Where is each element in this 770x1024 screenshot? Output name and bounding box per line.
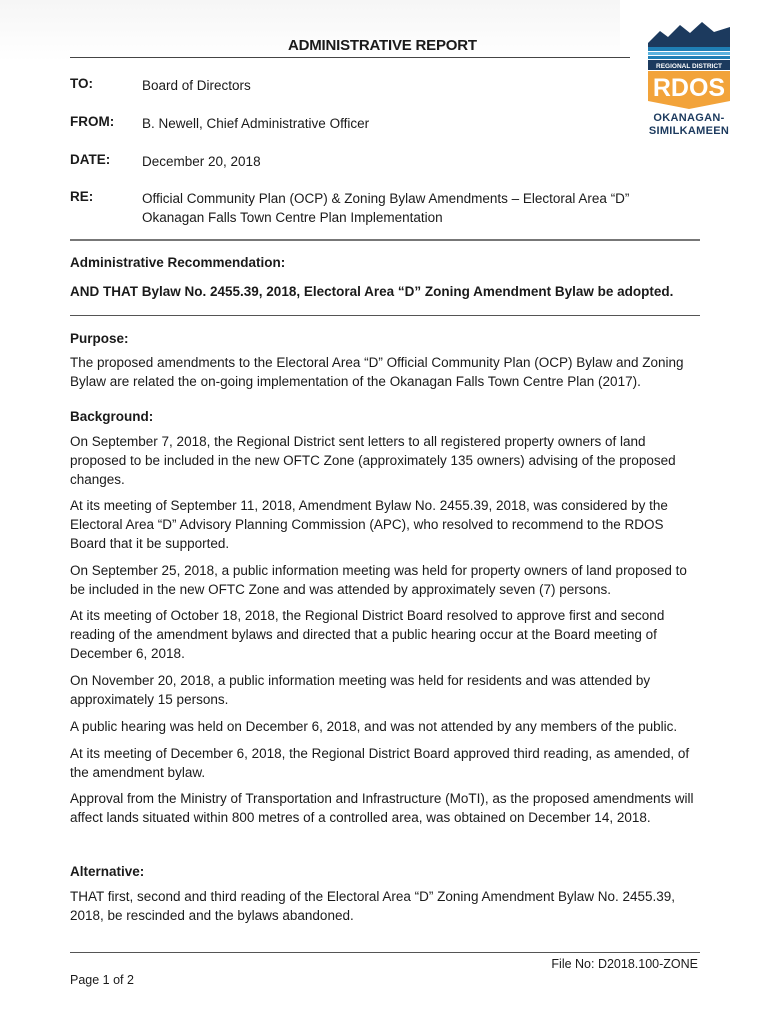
background-paragraph: Approval from the Ministry of Transportation and Infrastructure (MoTI), as the proposed amendments will affect lands situated within 800 metres of a controlled area, was obtained on December 14, 2018. bbox=[70, 791, 694, 825]
page-title: ADMINISTRATIVE REPORT bbox=[288, 37, 477, 54]
date-label: DATE: bbox=[70, 152, 111, 167]
date-value: December 20, 2018 bbox=[142, 154, 261, 169]
purpose-text: The proposed amendments to the Electoral Area “D” Official Community Plan (OCP) Bylaw and Zoning Bylaw are related the on-going implementation of the Okanagan Falls Town Centre Plan (2017). bbox=[70, 355, 684, 389]
logo-water-2 bbox=[648, 52, 730, 55]
background-paragraph: At its meeting of December 6, 2018, the Regional District Board approved third reading, as amended, of the amendment bylaw. bbox=[70, 746, 690, 780]
background-paragraph: On November 20, 2018, a public information meeting was held for residents and was attended by approximately 15 persons. bbox=[70, 673, 651, 707]
to-value: Board of Directors bbox=[142, 78, 251, 93]
background-paragraph: At its meeting of October 18, 2018, the Regional District Board resolved to approve first and second reading of the amendment bylaws and directed that a public hearing occur at the Board meeting of December 6, 2018. bbox=[70, 608, 665, 661]
recommendation-divider bbox=[70, 315, 700, 316]
logo-name-line1: OKANAGAN- bbox=[653, 112, 725, 124]
from-label: FROM: bbox=[70, 114, 115, 129]
alternative-text: THAT first, second and third reading of the Electoral Area “D” Zoning Amendment Bylaw No. 2455.39, 2018, be rescinded and the bylaws abandoned. bbox=[70, 889, 676, 923]
logo-acronym: RDOS bbox=[652, 74, 726, 102]
recommendation-text: AND THAT Bylaw No. 2455.39, 2018, Electoral Area “D” Zoning Amendment Bylaw be adopted. bbox=[70, 284, 674, 299]
re-label: RE: bbox=[70, 189, 94, 204]
background-paragraph: A public hearing was held on December 6, 2018, and was not attended by any members of the public. bbox=[70, 719, 678, 734]
logo-water-1 bbox=[648, 47, 730, 51]
re-line-1: Official Community Plan (OCP) & Zoning Bylaw Amendments – Electoral Area “D” bbox=[142, 191, 630, 206]
title-underline bbox=[70, 57, 630, 58]
logo-name-line2: SIMILKAMEEN bbox=[648, 125, 730, 137]
logo-mountains bbox=[648, 22, 730, 47]
to-label: TO: bbox=[70, 76, 93, 91]
footer-divider bbox=[70, 952, 700, 953]
purpose-heading: Purpose: bbox=[70, 331, 129, 346]
file-number: File No: D2018.100-ZONE bbox=[551, 957, 698, 971]
page-number: Page 1 of 2 bbox=[70, 973, 134, 987]
background-paragraph: On September 7, 2018, the Regional District sent letters to all registered property owners of land proposed to be included in the new OFTC Zone (approximately 135 owners) advising of the proposed changes. bbox=[70, 434, 676, 487]
background-paragraph: On September 25, 2018, a public information meeting was held for property owners of land proposed to be included in the new OFTC Zone and was attended by approximately seven (7) persons. bbox=[70, 563, 687, 597]
logo-water-3 bbox=[648, 56, 730, 59]
logo-district-label: REGIONAL DISTRICT bbox=[656, 63, 722, 70]
header-divider bbox=[70, 239, 700, 241]
recommendation-heading: Administrative Recommendation: bbox=[70, 255, 286, 270]
re-line-2: Okanagan Falls Town Centre Plan Implementation bbox=[142, 210, 443, 225]
background-paragraph: At its meeting of September 11, 2018, Amendment Bylaw No. 2455.39, 2018, was considered by the Electoral Area “D” Advisory Planning Commission (APC), who resolved to recommend to the RDOS Board that it be supported. bbox=[70, 498, 668, 551]
from-value: B. Newell, Chief Administrative Officer bbox=[142, 116, 370, 131]
alternative-heading: Alternative: bbox=[70, 864, 145, 879]
background-heading: Background: bbox=[70, 409, 154, 424]
